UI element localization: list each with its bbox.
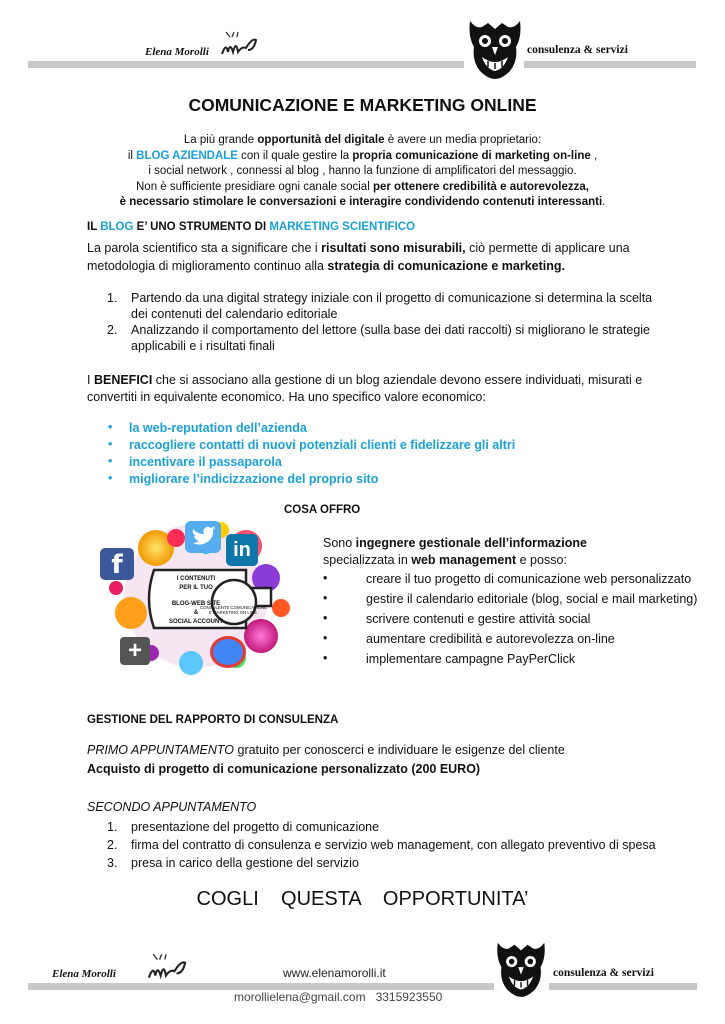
footer-contacts: [234, 990, 442, 1004]
linkedin-icon: in: [226, 534, 258, 566]
google-plus-icon: +: [120, 637, 150, 665]
footer-phone[interactable]: 3315923550: [375, 990, 443, 1004]
footer-name: Elena Morolli: [52, 968, 116, 980]
bullet-icon: •: [108, 471, 113, 485]
purchase-line: Acquisto di progetto di comunicazione personalizzato (200 EURO): [87, 762, 481, 776]
bullet-icon: •: [323, 651, 328, 665]
footer-website[interactable]: www.elenamorolli.it: [283, 966, 386, 980]
bullet-icon: •: [323, 571, 328, 585]
first-appointment: PRIMO APPUNTAMENTO gratuito per conoscerci e individuare le esigenze del cliente: [87, 743, 565, 757]
bullet-icon: •: [323, 631, 328, 645]
bullet-icon: •: [108, 437, 113, 451]
intro-line-4: Non è sufficiente presidiare ogni canale social per ottenere credibilità e autorevolezza,: [136, 180, 589, 193]
header-rule-right: [524, 61, 696, 68]
offer-heading: COSA OFFRO: [284, 504, 361, 516]
intro-line-3: i social network , connessi al blog , hanno la funzione di amplificatori del messaggio.: [148, 165, 577, 177]
header-name: Elena Morolli: [145, 46, 209, 58]
intro-line-5: è necessario stimolare le conversazioni e interagire condividendo contenuti interessanti.: [119, 196, 606, 208]
intro: [0, 133, 725, 211]
header-tagline: consulenza & servizi: [527, 44, 628, 56]
blog-paragraph: La parola scientifico sta a significare che i risultati sono misurabili, ciò permette di applicare una metodologia di miglioramento continuo alla strategia di comunicazione e marketing.: [87, 241, 630, 273]
offer-intro: Sono ingegnere gestionale dell’informazione specializzata in web management e posso:: [323, 536, 587, 567]
owl-logo-icon: [494, 938, 548, 1000]
intro-line-1: La più grande opportunità del digitale è avere un media proprietario:: [183, 134, 542, 146]
graphic-text: I CONTENUTI PER IL TUO BLOG-WEB SITE & SOCIAL ACCOUNT: [169, 576, 223, 625]
graphic-badge: CONSULENTE COMUNICAZIONE E MARKETING ON LINE: [200, 605, 268, 615]
google-icon: [210, 636, 246, 668]
footer-rule-right: [549, 983, 697, 990]
bullet-icon: •: [323, 591, 328, 605]
header-rule-left: [28, 61, 464, 68]
footer-rule-left: [28, 983, 494, 990]
bullet-icon: •: [108, 420, 113, 434]
signature-logo-icon: [144, 950, 190, 984]
bullet-icon: •: [323, 611, 328, 625]
footer-email[interactable]: morollielena@gmail.com: [234, 990, 366, 1004]
footer-tagline: consulenza & servizi: [553, 967, 654, 979]
benefits-paragraph: I BENEFICI che si associano alla gestione di un blog aziendale devono essere individuati, misurati e convertiti in equivalente economico. Ha uno specifico valore economico:: [87, 373, 643, 404]
owl-logo-icon: [466, 17, 524, 81]
facebook-icon: f: [100, 548, 134, 580]
twitter-icon: [185, 521, 221, 553]
call-to-action: COGLI QUESTA OPPORTUNITA’: [196, 888, 529, 910]
consulting-heading: GESTIONE DEL RAPPORTO DI CONSULENZA: [87, 714, 339, 726]
signature-logo-icon: [218, 28, 260, 60]
page-title: COMUNICAZIONE E MARKETING ONLINE: [188, 95, 537, 115]
intro-line-2: il BLOG AZIENDALE con il quale gestire la propria comunicazione di marketing on-line ,: [127, 149, 598, 162]
bullet-icon: •: [108, 454, 113, 468]
second-appointment: SECONDO APPUNTAMENTO: [87, 800, 257, 814]
blog-heading: IL BLOG E’ UNO STRUMENTO DI MARKETING SCIENTIFICO: [87, 221, 416, 233]
